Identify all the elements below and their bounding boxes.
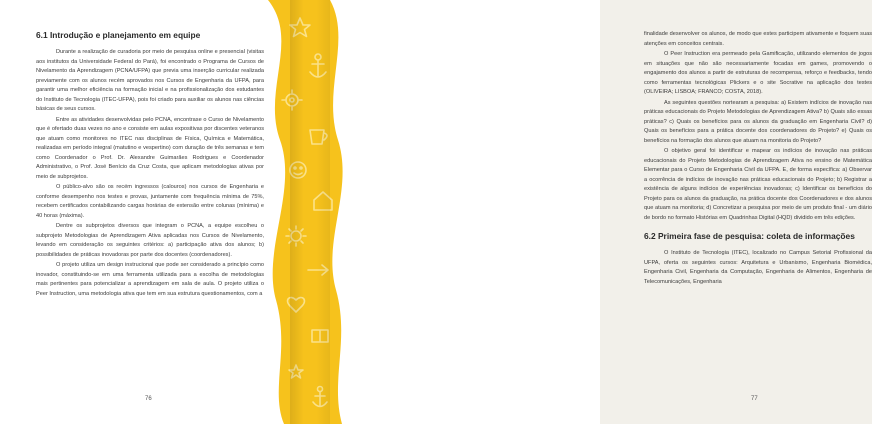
left-paragraph-5: O projeto utiliza um design instrucional que pode ser considerado a princípio como inovador, constituindo-se em uma ferramenta utilizada para a escolha de metodologias mais pertinentes para potencializar a aprendizagem em sala de aula. O projeto utiliza o Peer Instruction, uma metodologia ativa que tem em sua estrutura questionamentos, com a [36, 262, 264, 297]
section-title-6-1: 6.1 Introdução e planejamento em equipe [36, 30, 201, 40]
left-paragraph-3: O público-alvo são os recém ingressos (calouros) nos cursos de Engenharia e conforme desempenho nos testes e provas, juntamente com frequência mínima de 75%, recebem certificados contabilizando cargas horárias de extensão entre colunas (mínima) e 40 horas (máxima). [36, 184, 264, 219]
right-paragraph-4: O objetivo geral foi identificar e mapear os indícios de inovação nas práticas educacionais do Projeto Metodologias de Aprendizagem Ativa no ensino de Matemática Elementar para o Curso de Engenharia Civil da UFPA. E, de forma específica: a) Observar a ocorrência de indícios de inovação nas práticas educacionais do Projeto; b) Registrar a existência de alguns indícios de experiências inovadoras; c) Identificar os benefícios do Projeto para os alunos da graduação, na prática docente dos Coordenadores e dos alunos que atuam na monitoria; d) Concretizar a pesquisa por meio de um produto final - um diário de bordo no formato Histórias em Quadrinhas Digital (HQD) dividido em três edições. [644, 148, 872, 221]
right-page [300, 0, 872, 424]
left-text-column [36, 30, 264, 299]
right-paragraph-2: O Peer Instruction era permeado pela Gamificação, utilizando elementos de jogos em situações que não são necessariamente focadas em games, promovendo o engajamento dos alunos a partir de estruturas de recompensa, reforço e feedbacks, tendo como ferramentas tecnológicas Plickers e o site Socrative na aplicação dos testes (OLIVEIRA; LISBOA; FRANCO; COSTA, 2018). [644, 51, 872, 95]
right-text-column [644, 30, 872, 287]
section-title-6-2: 6.2 Primeira fase de pesquisa: coleta de informações [644, 231, 855, 241]
page-number-right: 77 [751, 396, 758, 402]
left-page [0, 0, 300, 424]
right-paragraph-3: As seguintes questões nortearam a pesquisa: a) Existem indícios de inovação nas práticas educacionais do Projeto Metodologias de Aprendizagem Ativa? b) Quais são essas práticas? c) Quais os benefícios para os alunos da graduação em Engenharia Civil? d) Quais os benefícios para a prática docente dos coordenadores do Projeto? e) Quais os benefícios na formação dos alunos que atuam na monitoria do Projeto? [644, 99, 872, 144]
right-paragraph-5: O Instituto de Tecnologia (ITEC), localizado no Campus Setorial Profissional da UFPA, oferta os seguintes cursos: Arquitetura e Urbanismo, Engenharia Biomédica, Engenharia Civil, Engenharia da Computação, Engenharia de Alimentos, Engenharia de Telecomunicações, Engenharia [644, 250, 872, 285]
left-paragraph-4: Dentre os subprojetos diversos que integram o PCNA, a equipe escolheu o subprojeto Metodologias de Aprendizagem Ativa aplicadas nos Cursos de Nivelamento, levando em consideração os seguintes critérios: a) participação ativa dos alunos; b) possibilidades de práticas inovadoras por parte dos docentes (coordenadores). [36, 223, 264, 258]
page-number-left: 76 [145, 396, 152, 402]
right-paragraph-1: finalidade desenvolver os alunos, de modo que estes participem ativamente e foquem suas atenções em conceitos centrais. [644, 31, 872, 47]
left-paragraph-2: Entre as atividades desenvolvidas pelo PCNA, encontrase o Curso de Nivelamento que é ofertado duas vezes no ano e consiste em aulas expositivas por discentes veteranos que atuam como monitores no ITEC nas disciplinas de Física, Química e Matemática, realizadas em período integral (matutino e vespertino) com duração de três semanas e tem como Coordenador o Prof. Dr. Alexandre Guimarães Rodrigues e Coordenador Administrativo, o Prof. José Benício da Cruz Costa, que aplicam metodologias ativas por meio de subprojetos. [36, 116, 264, 180]
left-paragraph-1: Durante a realização de curadoria por meio de pesquisa online e presencial (visitas aos institutos da Universidade Federal do Pará), foi encontrado o Programa de Cursos de Nivelamento da Aprendizagem (PCNA/UFPA) que previa uma inserção curricular realizada previamente com os alunos recém aprovados nos Cursos de Engenharia da UFPA, para garantir uma melhor eficiência na formação inicial e na profissionalização dos estudantes do Instituto de Tecnologia (ITEC-UFPA), pois foi criado para auxiliar os alunos nas ciências básicas de seus cursos. [36, 49, 264, 112]
